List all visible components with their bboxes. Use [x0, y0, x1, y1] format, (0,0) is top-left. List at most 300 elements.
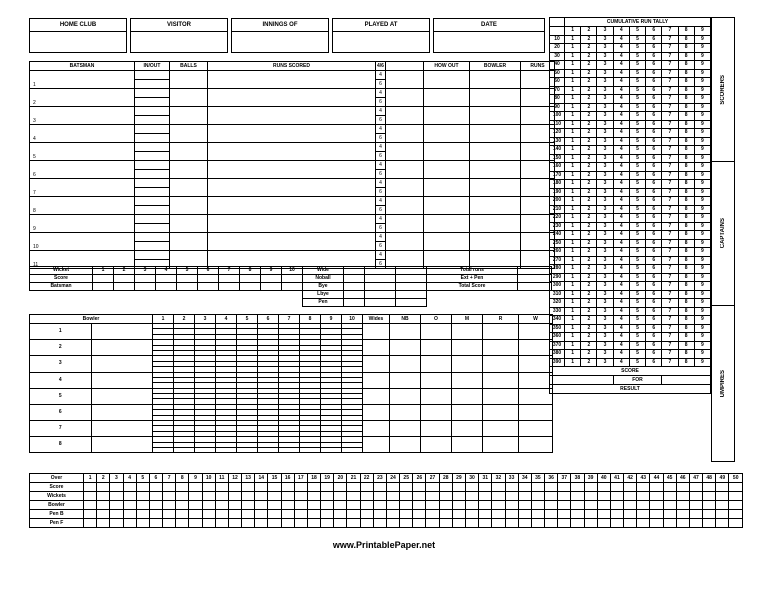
over-grid-cell[interactable] [202, 519, 215, 528]
tally-digit[interactable]: 5 [629, 27, 645, 36]
fow-cell[interactable] [261, 283, 282, 291]
tally-digit[interactable]: 3 [597, 35, 613, 44]
over-grid-cell[interactable] [426, 501, 439, 510]
tally-digit[interactable]: 1 [565, 129, 581, 138]
bowler-cell[interactable] [470, 89, 521, 107]
extras-value[interactable] [344, 299, 365, 307]
boundary-count-cell[interactable] [386, 197, 424, 215]
tally-digit[interactable]: 2 [581, 282, 597, 291]
tally-digit[interactable]: 1 [565, 146, 581, 155]
over-grid-cell[interactable] [545, 483, 558, 492]
tally-digit[interactable]: 2 [581, 154, 597, 163]
batsman-cell[interactable] [30, 71, 135, 89]
how-out-cell[interactable] [424, 71, 470, 89]
tally-digit[interactable]: 6 [646, 86, 662, 95]
tally-digit[interactable]: 1 [565, 299, 581, 308]
tally-digit[interactable]: 7 [662, 180, 678, 189]
over-grid-cell[interactable] [228, 492, 241, 501]
tally-digit[interactable]: 8 [678, 231, 694, 240]
over-grid-cell[interactable] [413, 501, 426, 510]
over-grid-cell[interactable] [492, 519, 505, 528]
tally-digit[interactable]: 5 [629, 61, 645, 70]
over-grid-cell[interactable] [676, 519, 689, 528]
over-grid-cell[interactable] [189, 483, 202, 492]
over-grid-cell[interactable] [637, 492, 650, 501]
fow-cell[interactable] [219, 275, 240, 283]
boundary-count-cell[interactable] [386, 179, 424, 197]
tally-digit[interactable]: 2 [581, 61, 597, 70]
bowling-stat-cell[interactable] [452, 372, 483, 388]
over-grid-cell[interactable] [479, 519, 492, 528]
over-grid-cell[interactable] [97, 519, 110, 528]
tally-digit[interactable]: 2 [581, 333, 597, 342]
header-box-field[interactable] [30, 32, 126, 53]
tally-digit[interactable]: 9 [694, 35, 710, 44]
tally-digit[interactable]: 1 [565, 52, 581, 61]
tally-digit[interactable]: 5 [629, 188, 645, 197]
bowling-stat-cell[interactable] [421, 437, 452, 453]
over-grid-cell[interactable] [492, 501, 505, 510]
fow-cell[interactable] [198, 275, 219, 283]
how-out-cell[interactable] [424, 143, 470, 161]
tally-digit[interactable]: 2 [581, 205, 597, 214]
tally-digit[interactable]: 1 [565, 103, 581, 112]
in-cell[interactable] [135, 251, 170, 260]
runs-scored-cell[interactable] [208, 161, 376, 179]
over-grid-cell[interactable] [558, 483, 571, 492]
tally-digit[interactable]: 8 [678, 163, 694, 172]
over-grid-cell[interactable] [689, 519, 702, 528]
batsman-cell[interactable] [30, 197, 135, 215]
tally-digit[interactable]: 5 [629, 171, 645, 180]
over-grid-cell[interactable] [97, 483, 110, 492]
tally-digit[interactable]: 1 [565, 188, 581, 197]
tally-digit[interactable]: 5 [629, 137, 645, 146]
over-grid-cell[interactable] [426, 483, 439, 492]
tally-digit[interactable]: 2 [581, 146, 597, 155]
balls-cell[interactable] [170, 197, 208, 215]
fow-cell[interactable] [93, 283, 114, 291]
tally-digit[interactable]: 5 [629, 231, 645, 240]
bowling-stat-cell[interactable] [421, 340, 452, 356]
over-grid-cell[interactable] [439, 501, 452, 510]
tally-digit[interactable]: 1 [565, 282, 581, 291]
tally-digit[interactable]: 6 [646, 112, 662, 121]
bowler-cell[interactable] [470, 161, 521, 179]
tally-digit[interactable]: 4 [613, 78, 629, 87]
over-grid-cell[interactable] [610, 483, 623, 492]
over-grid-cell[interactable] [268, 510, 281, 519]
tally-digit[interactable]: 8 [678, 265, 694, 274]
tally-digit[interactable]: 5 [629, 86, 645, 95]
tally-digit[interactable]: 2 [581, 86, 597, 95]
tally-digit[interactable]: 8 [678, 78, 694, 87]
out-cell[interactable] [135, 242, 170, 251]
tally-digit[interactable]: 7 [662, 129, 678, 138]
over-grid-cell[interactable] [360, 483, 373, 492]
over-grid-cell[interactable] [531, 519, 544, 528]
over-grid-cell[interactable] [123, 501, 136, 510]
over-grid-cell[interactable] [373, 501, 386, 510]
tally-digit[interactable]: 5 [629, 239, 645, 248]
over-grid-cell[interactable] [97, 510, 110, 519]
tally-digit[interactable]: 8 [678, 137, 694, 146]
over-grid-cell[interactable] [321, 519, 334, 528]
tally-digit[interactable]: 6 [646, 163, 662, 172]
over-grid-cell[interactable] [84, 501, 97, 510]
tally-digit[interactable]: 5 [629, 341, 645, 350]
bowling-stat-cell[interactable] [519, 421, 553, 437]
tally-digit[interactable]: 2 [581, 214, 597, 223]
tally-digit[interactable]: 1 [565, 171, 581, 180]
totals-value[interactable] [518, 267, 552, 275]
tally-digit[interactable]: 4 [613, 205, 629, 214]
over-grid-cell[interactable] [531, 510, 544, 519]
over-grid-cell[interactable] [729, 492, 743, 501]
tally-digit[interactable]: 9 [694, 171, 710, 180]
tally-digit[interactable]: 3 [597, 341, 613, 350]
tally-digit[interactable]: 1 [565, 35, 581, 44]
over-grid-cell[interactable] [307, 501, 320, 510]
over-grid-cell[interactable] [281, 501, 294, 510]
tally-digit[interactable]: 6 [646, 256, 662, 265]
over-grid-cell[interactable] [624, 483, 637, 492]
bowling-stat-cell[interactable] [452, 340, 483, 356]
out-cell[interactable] [135, 224, 170, 233]
fow-cell[interactable] [156, 283, 177, 291]
tally-digit[interactable]: 8 [678, 35, 694, 44]
tally-digit[interactable]: 9 [694, 137, 710, 146]
tally-digit[interactable]: 4 [613, 180, 629, 189]
bowling-stat-cell[interactable] [483, 388, 519, 404]
boundary-count-cell[interactable] [386, 89, 424, 107]
in-cell[interactable] [135, 125, 170, 134]
tally-digit[interactable]: 4 [613, 95, 629, 104]
tally-digit[interactable]: 1 [565, 307, 581, 316]
over-grid-cell[interactable] [373, 510, 386, 519]
tally-digit[interactable]: 6 [646, 27, 662, 36]
tally-digit[interactable]: 7 [662, 163, 678, 172]
tally-digit[interactable]: 7 [662, 282, 678, 291]
tally-digit[interactable]: 3 [597, 248, 613, 257]
tally-digit[interactable]: 7 [662, 61, 678, 70]
tally-digit[interactable]: 4 [613, 256, 629, 265]
tally-digit[interactable]: 9 [694, 120, 710, 129]
tally-digit[interactable]: 4 [613, 231, 629, 240]
boundary-count-cell[interactable] [386, 71, 424, 89]
over-grid-cell[interactable] [650, 501, 663, 510]
over-grid-cell[interactable] [492, 492, 505, 501]
in-cell[interactable] [135, 197, 170, 206]
tally-digit[interactable]: 3 [597, 222, 613, 231]
tally-digit[interactable]: 5 [629, 265, 645, 274]
tally-digit[interactable]: 3 [597, 231, 613, 240]
tally-digit[interactable]: 9 [694, 341, 710, 350]
tally-digit[interactable]: 6 [646, 205, 662, 214]
bowling-stat-cell[interactable] [519, 356, 553, 372]
over-grid-cell[interactable] [413, 519, 426, 528]
for-blank[interactable] [550, 376, 614, 385]
tally-digit[interactable]: 4 [613, 27, 629, 36]
over-grid-cell[interactable] [334, 519, 347, 528]
tally-digit[interactable]: 3 [597, 61, 613, 70]
over-grid-cell[interactable] [479, 510, 492, 519]
tally-digit[interactable]: 3 [597, 137, 613, 146]
tally-digit[interactable]: 3 [597, 171, 613, 180]
over-grid-cell[interactable] [84, 519, 97, 528]
tally-digit[interactable]: 4 [613, 290, 629, 299]
over-grid-cell[interactable] [334, 483, 347, 492]
over-grid-cell[interactable] [650, 483, 663, 492]
over-grid-cell[interactable] [84, 492, 97, 501]
bowling-stat-cell[interactable] [452, 437, 483, 453]
tally-digit[interactable]: 4 [613, 171, 629, 180]
over-grid-cell[interactable] [255, 510, 268, 519]
tally-digit[interactable]: 1 [565, 231, 581, 240]
over-grid-cell[interactable] [413, 510, 426, 519]
tally-digit[interactable]: 4 [613, 112, 629, 121]
tally-digit[interactable]: 9 [694, 324, 710, 333]
tally-digit[interactable]: 8 [678, 214, 694, 223]
over-grid-cell[interactable] [242, 519, 255, 528]
extras-value[interactable] [396, 299, 427, 307]
over-grid-cell[interactable] [176, 510, 189, 519]
over-grid-cell[interactable] [110, 483, 123, 492]
runs-scored-cell[interactable] [208, 197, 376, 215]
over-grid-cell[interactable] [505, 492, 518, 501]
boundary-count-cell[interactable] [386, 161, 424, 179]
over-grid-cell[interactable] [518, 510, 531, 519]
in-cell[interactable] [135, 107, 170, 116]
tally-digit[interactable]: 2 [581, 95, 597, 104]
over-grid-cell[interactable] [176, 483, 189, 492]
tally-digit[interactable]: 5 [629, 358, 645, 367]
tally-digit[interactable]: 3 [597, 273, 613, 282]
tally-digit[interactable]: 6 [646, 282, 662, 291]
tally-digit[interactable]: 9 [694, 316, 710, 325]
over-grid-cell[interactable] [479, 501, 492, 510]
tally-digit[interactable]: 4 [613, 61, 629, 70]
tally-digit[interactable]: 1 [565, 290, 581, 299]
bowler-cell[interactable] [470, 233, 521, 251]
bowling-stat-cell[interactable] [452, 388, 483, 404]
over-grid-cell[interactable] [729, 510, 743, 519]
tally-digit[interactable]: 9 [694, 350, 710, 359]
over-grid-cell[interactable] [189, 492, 202, 501]
balls-cell[interactable] [170, 233, 208, 251]
tally-digit[interactable]: 6 [646, 333, 662, 342]
extras-value[interactable] [365, 299, 396, 307]
tally-digit[interactable]: 2 [581, 222, 597, 231]
tally-digit[interactable]: 9 [694, 112, 710, 121]
batsman-cell[interactable] [30, 143, 135, 161]
over-grid-cell[interactable] [307, 510, 320, 519]
over-grid-cell[interactable] [123, 510, 136, 519]
tally-digit[interactable]: 5 [629, 214, 645, 223]
over-grid-cell[interactable] [663, 492, 676, 501]
tally-digit[interactable]: 2 [581, 35, 597, 44]
tally-digit[interactable]: 2 [581, 27, 597, 36]
over-grid-cell[interactable] [439, 519, 452, 528]
over-grid-cell[interactable] [439, 510, 452, 519]
bowling-stat-cell[interactable] [452, 356, 483, 372]
tally-digit[interactable]: 1 [565, 350, 581, 359]
tally-digit[interactable]: 2 [581, 163, 597, 172]
tally-digit[interactable]: 7 [662, 316, 678, 325]
tally-digit[interactable]: 7 [662, 358, 678, 367]
batsman-cell[interactable] [30, 89, 135, 107]
over-grid-cell[interactable] [689, 510, 702, 519]
fow-cell[interactable] [282, 283, 303, 291]
over-grid-cell[interactable] [716, 501, 729, 510]
bowling-stat-cell[interactable] [363, 388, 390, 404]
tally-digit[interactable]: 6 [646, 324, 662, 333]
over-grid-cell[interactable] [689, 483, 702, 492]
over-grid-cell[interactable] [228, 483, 241, 492]
totals-value[interactable] [518, 283, 552, 291]
tally-digit[interactable]: 7 [662, 239, 678, 248]
tally-digit[interactable]: 9 [694, 197, 710, 206]
tally-digit[interactable]: 2 [581, 129, 597, 138]
over-grid-cell[interactable] [703, 519, 716, 528]
tally-digit[interactable]: 6 [646, 239, 662, 248]
bowler-name-cell[interactable] [91, 356, 153, 372]
tally-digit[interactable]: 6 [646, 214, 662, 223]
tally-digit[interactable]: 9 [694, 265, 710, 274]
over-grid-cell[interactable] [176, 501, 189, 510]
over-grid-cell[interactable] [558, 492, 571, 501]
tally-digit[interactable]: 2 [581, 103, 597, 112]
tally-digit[interactable]: 9 [694, 256, 710, 265]
over-grid-cell[interactable] [492, 483, 505, 492]
bowling-stat-cell[interactable] [483, 404, 519, 420]
tally-digit[interactable]: 5 [629, 112, 645, 121]
extras-value[interactable] [365, 275, 396, 283]
tally-digit[interactable]: 7 [662, 256, 678, 265]
tally-digit[interactable]: 7 [662, 86, 678, 95]
over-grid-cell[interactable] [294, 510, 307, 519]
tally-digit[interactable]: 8 [678, 129, 694, 138]
tally-digit[interactable]: 2 [581, 290, 597, 299]
over-grid-cell[interactable] [610, 510, 623, 519]
over-grid-cell[interactable] [597, 483, 610, 492]
bowling-stat-cell[interactable] [390, 356, 421, 372]
tally-digit[interactable]: 7 [662, 231, 678, 240]
over-grid-cell[interactable] [347, 510, 360, 519]
tally-digit[interactable]: 8 [678, 171, 694, 180]
in-cell[interactable] [135, 179, 170, 188]
tally-digit[interactable]: 6 [646, 341, 662, 350]
tally-digit[interactable]: 2 [581, 248, 597, 257]
over-grid-cell[interactable] [452, 483, 465, 492]
over-grid-cell[interactable] [505, 483, 518, 492]
over-grid-cell[interactable] [676, 510, 689, 519]
over-grid-cell[interactable] [531, 492, 544, 501]
tally-digit[interactable]: 4 [613, 120, 629, 129]
tally-digit[interactable]: 2 [581, 112, 597, 121]
tally-digit[interactable]: 9 [694, 95, 710, 104]
over-grid-cell[interactable] [294, 501, 307, 510]
tally-digit[interactable]: 8 [678, 358, 694, 367]
fow-cell[interactable] [177, 275, 198, 283]
bowling-stat-cell[interactable] [363, 340, 390, 356]
bowling-stat-cell[interactable] [483, 356, 519, 372]
runs-scored-cell[interactable] [208, 215, 376, 233]
over-grid-cell[interactable] [373, 483, 386, 492]
tally-digit[interactable]: 6 [646, 95, 662, 104]
fow-cell[interactable] [219, 283, 240, 291]
over-cell[interactable] [279, 447, 300, 452]
boundary-count-cell[interactable] [386, 125, 424, 143]
tally-digit[interactable]: 7 [662, 205, 678, 214]
tally-digit[interactable]: 2 [581, 341, 597, 350]
tally-digit[interactable]: 3 [597, 324, 613, 333]
over-grid-cell[interactable] [584, 519, 597, 528]
over-grid-cell[interactable] [255, 501, 268, 510]
tally-digit[interactable]: 9 [694, 248, 710, 257]
over-grid-cell[interactable] [255, 519, 268, 528]
over-grid-cell[interactable] [663, 483, 676, 492]
over-grid-cell[interactable] [531, 483, 544, 492]
fow-cell[interactable] [261, 275, 282, 283]
tally-digit[interactable]: 8 [678, 95, 694, 104]
bowling-stat-cell[interactable] [519, 340, 553, 356]
over-grid-cell[interactable] [176, 519, 189, 528]
tally-digit[interactable]: 1 [565, 44, 581, 53]
tally-digit[interactable]: 9 [694, 154, 710, 163]
tally-digit[interactable]: 5 [629, 197, 645, 206]
fow-cell[interactable] [156, 275, 177, 283]
tally-digit[interactable]: 1 [565, 137, 581, 146]
over-grid-cell[interactable] [386, 519, 399, 528]
over-grid-cell[interactable] [716, 510, 729, 519]
tally-digit[interactable]: 1 [565, 316, 581, 325]
over-grid-cell[interactable] [215, 501, 228, 510]
tally-digit[interactable]: 5 [629, 333, 645, 342]
over-grid-cell[interactable] [386, 501, 399, 510]
tally-digit[interactable]: 1 [565, 273, 581, 282]
over-grid-cell[interactable] [413, 483, 426, 492]
bowling-stat-cell[interactable] [452, 421, 483, 437]
tally-digit[interactable]: 6 [646, 44, 662, 53]
over-grid-cell[interactable] [149, 483, 162, 492]
tally-digit[interactable]: 7 [662, 27, 678, 36]
bowling-stat-cell[interactable] [519, 388, 553, 404]
in-cell[interactable] [135, 143, 170, 152]
tally-digit[interactable]: 2 [581, 197, 597, 206]
bowling-stat-cell[interactable] [483, 324, 519, 340]
tally-digit[interactable]: 6 [646, 248, 662, 257]
over-grid-cell[interactable] [400, 510, 413, 519]
tally-digit[interactable]: 7 [662, 265, 678, 274]
tally-digit[interactable]: 7 [662, 78, 678, 87]
over-grid-cell[interactable] [400, 519, 413, 528]
fow-cell[interactable] [198, 283, 219, 291]
over-grid-cell[interactable] [386, 510, 399, 519]
over-grid-cell[interactable] [663, 501, 676, 510]
over-grid-cell[interactable] [650, 492, 663, 501]
over-grid-cell[interactable] [136, 519, 149, 528]
balls-cell[interactable] [170, 107, 208, 125]
tally-digit[interactable]: 1 [565, 239, 581, 248]
bowling-stat-cell[interactable] [519, 372, 553, 388]
tally-digit[interactable]: 6 [646, 316, 662, 325]
tally-digit[interactable]: 3 [597, 78, 613, 87]
tally-digit[interactable]: 9 [694, 307, 710, 316]
tally-digit[interactable]: 8 [678, 112, 694, 121]
over-grid-cell[interactable] [228, 519, 241, 528]
extras-value[interactable] [344, 283, 365, 291]
